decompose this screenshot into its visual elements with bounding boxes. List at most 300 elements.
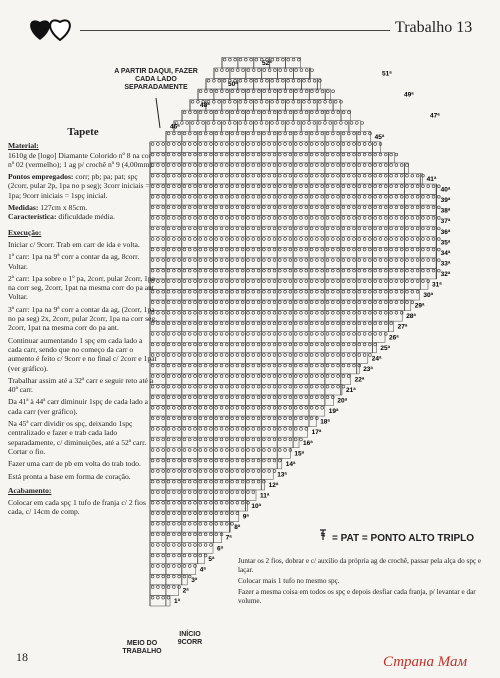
chain-mark <box>395 216 398 219</box>
chain-mark <box>353 164 356 167</box>
chain-mark <box>183 343 186 346</box>
chain-mark <box>300 248 303 251</box>
chain-mark <box>379 269 382 272</box>
chain-mark <box>210 427 213 430</box>
pontos-text: corr; pb; pa; pat; spç (2corr, pular 2p, 1pa no p seg); 3corr iniciais = 1pa; 9corr iniciais = 1spç inicial. <box>8 172 150 200</box>
chain-mark <box>321 111 324 114</box>
chart-row <box>150 311 402 322</box>
chain-mark <box>379 227 382 230</box>
chain-mark <box>172 290 175 293</box>
chain-mark <box>162 206 165 209</box>
chain-mark <box>300 164 303 167</box>
chain-mark <box>199 544 202 547</box>
chain-mark <box>289 343 292 346</box>
row-label: 27ª <box>397 323 408 331</box>
chain-mark <box>231 269 234 272</box>
chain-mark <box>363 195 366 198</box>
chain-mark <box>210 459 213 462</box>
chain-mark <box>257 385 260 388</box>
chain-mark <box>220 174 223 177</box>
chain-mark <box>316 385 319 388</box>
chain-mark <box>188 343 191 346</box>
execucao-step: Da 41ª à 44ª carr diminuir 1spç de cada lado a cada carr (ver gráfico). <box>8 397 148 416</box>
chain-mark <box>273 311 276 314</box>
row-label: 29ª <box>414 302 425 310</box>
chain-mark <box>194 375 197 378</box>
chain-mark <box>331 290 334 293</box>
chain-mark <box>172 174 175 177</box>
chain-mark <box>225 227 228 230</box>
chain-mark <box>231 153 234 156</box>
chain-mark <box>183 143 186 146</box>
chain-mark <box>247 449 250 452</box>
chain-mark <box>236 132 239 135</box>
chain-mark <box>257 153 260 156</box>
chain-mark <box>225 385 228 388</box>
chain-mark <box>220 364 223 367</box>
row-label-top: 51ª <box>382 70 392 78</box>
chain-mark <box>289 280 292 283</box>
chain-mark <box>225 333 228 336</box>
chain-mark <box>379 185 382 188</box>
chain-mark <box>342 333 345 336</box>
chain-mark <box>236 248 239 251</box>
chain-mark <box>250 79 253 82</box>
chain-mark <box>252 385 255 388</box>
chain-mark <box>374 227 377 230</box>
chain-mark <box>226 90 229 93</box>
chain-mark <box>273 427 276 430</box>
chain-mark <box>188 396 191 399</box>
chain-mark <box>220 375 223 378</box>
chain-mark <box>167 375 170 378</box>
chain-mark <box>252 280 255 283</box>
chain-mark <box>305 354 308 357</box>
chain-mark <box>297 58 300 61</box>
chain-mark <box>199 238 202 241</box>
chain-mark <box>199 259 202 262</box>
chain-mark <box>225 438 228 441</box>
chain-mark <box>199 449 202 452</box>
chain-mark <box>236 417 239 420</box>
chain-mark <box>162 164 165 167</box>
chain-mark <box>199 269 202 272</box>
chain-mark <box>273 227 276 230</box>
section-title: Tapete <box>67 126 99 138</box>
chain-mark <box>204 143 207 146</box>
chain-mark <box>379 333 382 336</box>
chain-mark <box>374 259 377 262</box>
chain-mark <box>326 238 329 241</box>
chain-mark <box>241 322 244 325</box>
chain-mark <box>331 164 334 167</box>
chain-mark <box>199 227 202 230</box>
chain-mark <box>236 491 239 494</box>
chain-mark <box>225 143 228 146</box>
chain-mark <box>289 375 292 378</box>
chain-mark <box>247 269 250 272</box>
chain-mark <box>199 143 202 146</box>
chain-mark <box>215 248 218 251</box>
chain-mark <box>400 280 403 283</box>
chain-mark <box>400 311 403 314</box>
chain-mark <box>188 227 191 230</box>
chain-mark <box>215 470 218 473</box>
chain-mark <box>305 333 308 336</box>
chain-mark <box>231 406 234 409</box>
chain-mark <box>300 111 303 114</box>
chain-mark <box>188 385 191 388</box>
chain-mark <box>406 290 409 293</box>
chain-mark <box>305 343 308 346</box>
chain-mark <box>406 259 409 262</box>
chain-mark <box>331 216 334 219</box>
chain-mark <box>321 301 324 304</box>
chain-mark <box>241 164 244 167</box>
chain-mark <box>225 206 228 209</box>
chain-mark <box>199 470 202 473</box>
chain-mark <box>416 185 419 188</box>
chain-mark <box>249 122 252 125</box>
chain-mark <box>210 143 213 146</box>
chain-mark <box>432 238 435 241</box>
chain-mark <box>167 406 170 409</box>
chain-mark <box>406 195 409 198</box>
chain-mark <box>263 343 266 346</box>
chain-mark <box>178 459 181 462</box>
chain-mark <box>384 153 387 156</box>
chain-mark <box>337 290 340 293</box>
chain-mark <box>215 301 218 304</box>
chain-mark <box>183 385 186 388</box>
chain-mark <box>337 322 340 325</box>
chain-mark <box>294 153 297 156</box>
chain-mark <box>294 164 297 167</box>
chain-mark <box>284 375 287 378</box>
chain-mark <box>257 311 260 314</box>
chain-mark <box>220 470 223 473</box>
chain-mark <box>205 90 208 93</box>
chain-mark <box>319 79 322 82</box>
chain-mark <box>273 238 276 241</box>
chain-mark <box>172 354 175 357</box>
chain-mark <box>188 280 191 283</box>
chain-mark <box>183 280 186 283</box>
chain-mark <box>241 470 244 473</box>
row-label: 32ª <box>440 270 451 278</box>
chain-mark <box>276 58 279 61</box>
chain-mark <box>247 427 250 430</box>
row-label: 30ª <box>423 292 434 300</box>
chain-mark <box>178 533 181 536</box>
chain-mark <box>167 512 170 515</box>
execucao-step: 1ª carr: 1pa na 9ª corr a contar da ag, 8corr. Voltar. <box>8 252 140 271</box>
chain-mark <box>326 290 329 293</box>
chain-mark <box>294 438 297 441</box>
chain-mark <box>231 195 234 198</box>
chain-mark <box>294 206 297 209</box>
chain-mark <box>400 164 403 167</box>
chain-mark <box>278 164 281 167</box>
chain-mark <box>379 259 382 262</box>
chain-mark <box>215 69 218 72</box>
row-label: 20ª <box>337 397 348 405</box>
chain-mark <box>278 290 281 293</box>
chain-mark <box>278 311 281 314</box>
chain-mark <box>220 438 223 441</box>
chain-mark <box>432 185 435 188</box>
chain-mark <box>210 216 213 219</box>
chain-mark <box>326 195 329 198</box>
chain-mark <box>220 269 223 272</box>
chain-mark <box>194 195 197 198</box>
chain-mark <box>210 248 213 251</box>
chain-mark <box>231 185 234 188</box>
chain-mark <box>342 174 345 177</box>
chain-mark <box>167 216 170 219</box>
chain-mark <box>188 406 191 409</box>
chain-mark <box>271 100 274 103</box>
chain-mark <box>379 216 382 219</box>
chain-mark <box>305 385 308 388</box>
chain-mark <box>369 132 372 135</box>
chain-mark <box>178 427 181 430</box>
chain-mark <box>236 333 239 336</box>
chain-mark <box>305 238 308 241</box>
chain-mark <box>236 164 239 167</box>
chain-mark <box>379 206 382 209</box>
chain-mark <box>239 122 242 125</box>
chain-mark <box>194 512 197 515</box>
chain-mark <box>363 259 366 262</box>
chain-mark <box>358 195 361 198</box>
chain-mark <box>358 132 361 135</box>
chain-mark <box>294 343 297 346</box>
chain-mark <box>162 491 165 494</box>
chain-mark <box>215 322 218 325</box>
chain-mark <box>241 343 244 346</box>
chain-mark <box>241 311 244 314</box>
chain-mark <box>257 470 260 473</box>
chain-mark <box>316 301 319 304</box>
chain-mark <box>273 449 276 452</box>
chain-mark <box>369 311 372 314</box>
chain-mark <box>199 248 202 251</box>
chain-mark <box>310 322 313 325</box>
chain-mark <box>331 385 334 388</box>
chain-mark <box>390 301 393 304</box>
chain-mark <box>353 311 356 314</box>
chain-mark <box>310 238 313 241</box>
chain-mark <box>263 396 266 399</box>
chain-mark <box>268 385 271 388</box>
chain-mark <box>194 238 197 241</box>
row-label: 41ª <box>426 176 437 183</box>
chain-mark <box>162 522 165 525</box>
chain-mark <box>347 206 350 209</box>
chain-mark <box>172 522 175 525</box>
chain-mark <box>257 364 260 367</box>
chain-mark <box>231 216 234 219</box>
chain-mark <box>241 364 244 367</box>
chain-mark <box>300 132 303 135</box>
chain-mark <box>353 143 356 146</box>
pontos-block <box>8 172 158 200</box>
chain-mark <box>326 216 329 219</box>
chain-mark <box>157 565 160 568</box>
chain-mark <box>188 269 191 272</box>
chart-grid <box>150 57 440 606</box>
chain-mark <box>342 132 345 135</box>
chain-mark <box>188 301 191 304</box>
chain-mark <box>416 195 419 198</box>
chain-mark <box>342 311 345 314</box>
chain-mark <box>226 132 229 135</box>
chain-mark <box>374 238 377 241</box>
chain-mark <box>194 480 197 483</box>
chain-mark <box>289 206 292 209</box>
chain-mark <box>236 153 239 156</box>
chain-mark <box>220 248 223 251</box>
chain-mark <box>204 195 207 198</box>
chain-mark <box>220 343 223 346</box>
chain-mark <box>411 206 414 209</box>
chain-mark <box>210 522 213 525</box>
chain-mark <box>268 195 271 198</box>
chain-mark <box>281 122 284 125</box>
chain-mark <box>278 459 281 462</box>
chain-mark <box>194 459 197 462</box>
chain-mark <box>268 153 271 156</box>
chain-mark <box>278 438 281 441</box>
chain-mark <box>199 354 202 357</box>
chain-mark <box>369 343 372 346</box>
chain-mark <box>294 333 297 336</box>
chain-mark <box>236 385 239 388</box>
chain-mark <box>178 417 181 420</box>
chain-mark <box>204 417 207 420</box>
chain-mark <box>353 364 356 367</box>
chain-mark <box>347 322 350 325</box>
chain-mark <box>363 333 366 336</box>
chain-mark <box>268 438 271 441</box>
chain-mark <box>241 438 244 441</box>
chain-mark <box>321 185 324 188</box>
chain-mark <box>196 122 199 125</box>
chain-mark <box>167 438 170 441</box>
chain-mark <box>199 343 202 346</box>
chain-mark <box>247 206 250 209</box>
watermark: Страна Мам <box>383 654 468 670</box>
chain-mark <box>244 100 247 103</box>
chain-mark <box>347 132 350 135</box>
chain-mark <box>172 333 175 336</box>
chain-mark <box>300 143 303 146</box>
chain-mark <box>379 153 382 156</box>
chain-mark <box>231 248 234 251</box>
chain-mark <box>231 301 234 304</box>
chain-mark <box>225 491 228 494</box>
chain-mark <box>273 259 276 262</box>
chain-mark <box>167 311 170 314</box>
chain-mark <box>178 333 181 336</box>
chain-mark <box>278 385 281 388</box>
chain-mark <box>278 195 281 198</box>
chain-mark <box>326 354 329 357</box>
chain-mark <box>416 174 419 177</box>
chain-mark <box>289 248 292 251</box>
chain-mark <box>390 322 393 325</box>
chain-mark <box>363 185 366 188</box>
row-label: 7ª <box>225 534 232 542</box>
chain-mark <box>204 238 207 241</box>
chain-mark <box>318 122 321 125</box>
chain-mark <box>331 364 334 367</box>
chain-mark <box>358 227 361 230</box>
chain-mark <box>172 480 175 483</box>
chain-mark <box>167 185 170 188</box>
chain-mark <box>204 164 207 167</box>
chain-mark <box>247 248 250 251</box>
chain-mark <box>284 290 287 293</box>
chain-mark <box>369 333 372 336</box>
chain-mark <box>210 406 213 409</box>
chain-mark <box>167 238 170 241</box>
chain-mark <box>194 153 197 156</box>
chain-mark <box>167 227 170 230</box>
chain-mark <box>427 227 430 230</box>
chain-mark <box>241 417 244 420</box>
chain-mark <box>199 333 202 336</box>
chain-mark <box>395 153 398 156</box>
chain-mark <box>268 449 271 452</box>
row-label: 12ª <box>268 481 279 489</box>
chain-mark <box>324 122 327 125</box>
chain-mark <box>183 364 186 367</box>
chain-mark <box>178 449 181 452</box>
chain-mark <box>167 248 170 251</box>
chain-mark <box>236 311 239 314</box>
chain-mark <box>411 238 414 241</box>
chain-mark <box>273 90 276 93</box>
chain-mark <box>300 364 303 367</box>
chain-mark <box>358 238 361 241</box>
chain-mark <box>183 206 186 209</box>
chain-mark <box>281 79 284 82</box>
chain-mark <box>210 375 213 378</box>
chain-mark <box>337 111 340 114</box>
chain-mark <box>278 354 281 357</box>
chain-mark <box>347 343 350 346</box>
chain-mark <box>210 333 213 336</box>
chain-mark <box>294 185 297 188</box>
chain-mark <box>294 406 297 409</box>
chain-mark <box>305 280 308 283</box>
chain-mark <box>183 195 186 198</box>
chain-mark <box>220 206 223 209</box>
chain-mark <box>295 69 298 72</box>
chain-mark <box>321 354 324 357</box>
chain-mark <box>342 385 345 388</box>
chain-mark <box>236 259 239 262</box>
chain-mark <box>422 216 425 219</box>
chain-mark <box>225 259 228 262</box>
chain-mark <box>252 143 255 146</box>
chain-mark <box>178 565 181 568</box>
chain-mark <box>210 364 213 367</box>
chain-mark <box>178 132 181 135</box>
chain-mark <box>247 343 250 346</box>
